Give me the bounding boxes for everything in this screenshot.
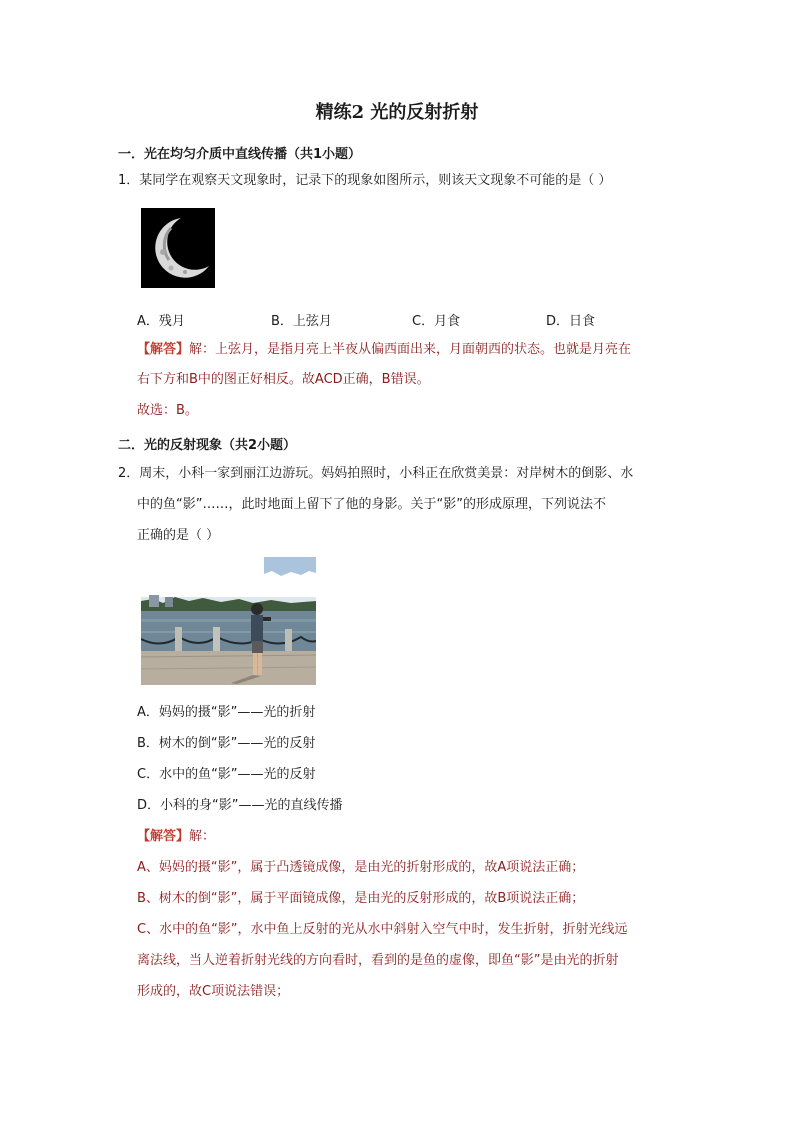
explanation-a: A、妈妈的摄“影”，属于凸透镜成像，是由光的折射形成的，故A项说法正确；	[137, 860, 585, 875]
question-2-stem-line-1: 2．周末，小科一家到丽江边游玩。妈妈拍照时，小科正在欣赏美景：对岸树木的倒影、水	[118, 466, 634, 481]
question-2-stem-line-3: 正确的是（ ）	[137, 528, 220, 543]
question-1-answer-line-2: 右下方和B中的图正好相反。故ACD正确，B错误。	[137, 372, 430, 387]
explanation-c-line-1: C、水中的鱼“影”，水中鱼上反射的光从水中斜射入空气中时，发生折射，折射光线远	[137, 922, 628, 937]
section-heading-1: 一．光在均匀介质中直线传播（共1小题）	[118, 147, 362, 162]
question-2-option-c: C．水中的鱼“影”——光的反射	[137, 767, 316, 782]
explanation-c-line-3: 形成的，故C项说法错误；	[137, 984, 290, 999]
question-1-choice: 故选：B。	[137, 403, 198, 418]
question-1-option-c: C．月食	[412, 314, 461, 329]
question-1-stem: 1．某同学在观察天文现象时，记录下的现象如图所示，则该天文现象不可能的是（ ）	[118, 173, 612, 188]
question-2-option-d: D．小科的身“影”——光的直线传播	[137, 798, 343, 813]
question-1-answer-line-1	[137, 341, 631, 359]
question-1-option-b: B．上弦月	[271, 314, 332, 329]
question-2-option-a: A．妈妈的摄“影”——光的折射	[137, 705, 316, 720]
explanation-b: B、树木的倒“影”，属于平面镜成像，是由光的反射形成的，故B项说法正确；	[137, 891, 585, 906]
riverside-photo	[141, 557, 316, 685]
explanation-c-line-2: 离法线，当人逆着折射光线的方向看时，看到的是鱼的虚像，即鱼“影”是由光的折射	[137, 953, 619, 968]
answer-intro-text: 解：	[189, 829, 216, 844]
answer-tag: 【解答】	[137, 829, 190, 844]
page-title: 精练2 光的反射折射	[315, 102, 479, 123]
question-1-option-d: D．日食	[546, 314, 596, 329]
crescent-moon-image	[141, 208, 215, 288]
answer-text: 解：上弦月，是指月亮上半夜从偏西面出来，月面朝西的状态。也就是月亮在	[189, 342, 632, 357]
answer-tag: 【解答】	[137, 342, 190, 357]
question-2-stem-line-2: 中的鱼“影”……，此时地面上留下了他的身影。关于“影”的形成原理，下列说法不	[137, 497, 606, 512]
question-2-answer-intro	[137, 828, 215, 846]
section-heading-2: 二．光的反射现象（共2小题）	[118, 438, 297, 453]
question-2-option-b: B．树木的倒“影”——光的反射	[137, 736, 316, 751]
question-1-option-a: A．残月	[137, 314, 185, 329]
